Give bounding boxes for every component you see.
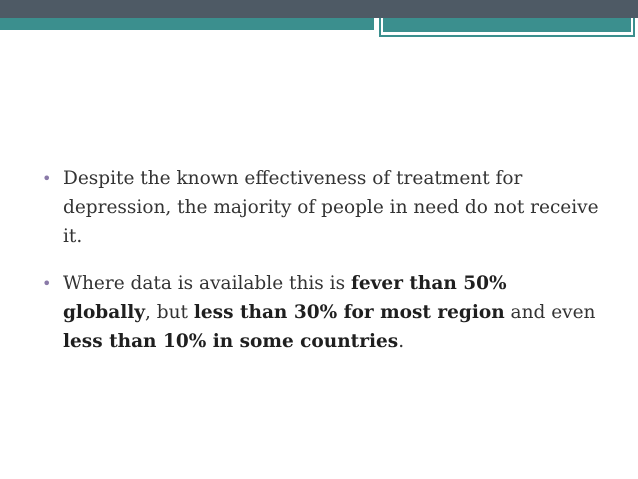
- bullet-bold-countries: less than 10% in some countries: [63, 331, 399, 352]
- bullet-item-statistics: [40, 269, 600, 356]
- bullet-bold-region: less than 30% for most region: [193, 302, 505, 323]
- bullet-text-part: and even: [504, 302, 596, 323]
- bullet-icon: •: [42, 169, 52, 188]
- bullet-item-treatment-gap: [40, 164, 600, 251]
- bullet-text: Despite the known effectiveness of treatment for depression, the majority of people in need do not receive it.: [63, 168, 599, 247]
- bullet-text-part: , but: [145, 302, 194, 323]
- bullet-bold-global: fever than 50% globally: [63, 273, 507, 323]
- bullet-text-part: .: [398, 331, 405, 352]
- bullet-list: [40, 164, 600, 374]
- header-dark-bar: [0, 0, 638, 18]
- bullet-text-part: Where data is available this is: [63, 273, 351, 294]
- header-tab-fill: [383, 18, 631, 32]
- bullet-icon: •: [42, 274, 52, 293]
